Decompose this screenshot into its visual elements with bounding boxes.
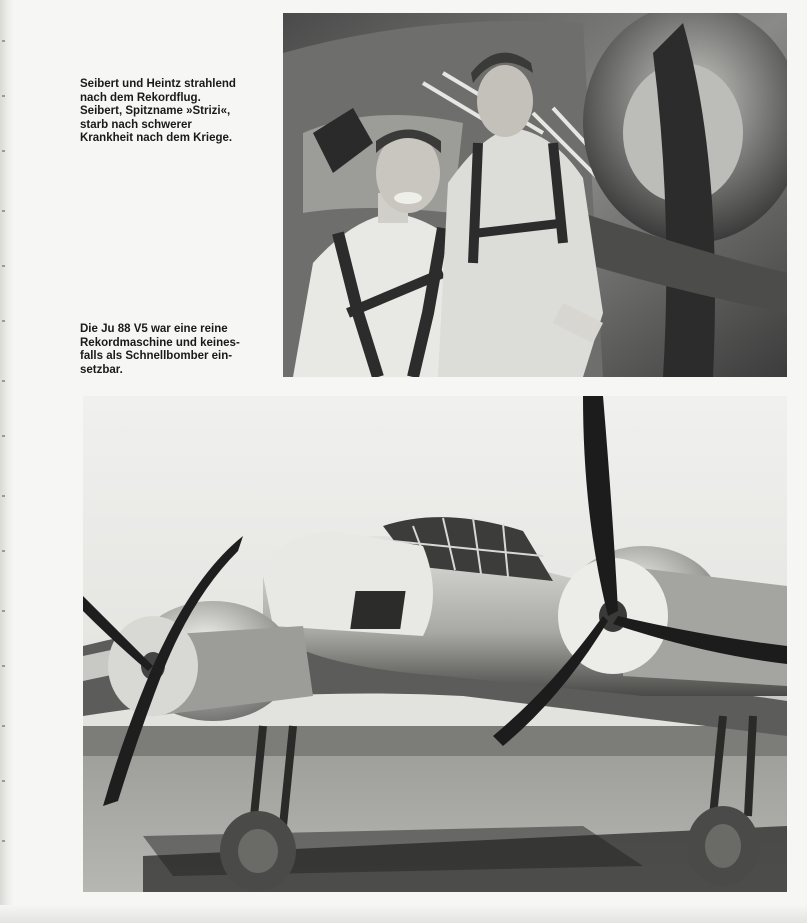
caption-airmen: Seibert und Heintz strahlend nach dem Rekordflug. Seibert, Spitzname »Strizi«, starb nach schwerer Krankheit nach dem Kriege. [80, 78, 236, 145]
page-bottom-edge [0, 905, 807, 923]
ju88-aircraft-photo [83, 396, 787, 892]
caption-aircraft: Die Ju 88 V5 war eine reine Rekordmaschine und keines- falls als Schnellbomber ein- setzbar. [80, 323, 240, 376]
photo-aircraft [83, 396, 787, 892]
book-spine [0, 0, 14, 923]
two-airmen-photo [283, 13, 787, 377]
photo-airmen [283, 13, 787, 377]
